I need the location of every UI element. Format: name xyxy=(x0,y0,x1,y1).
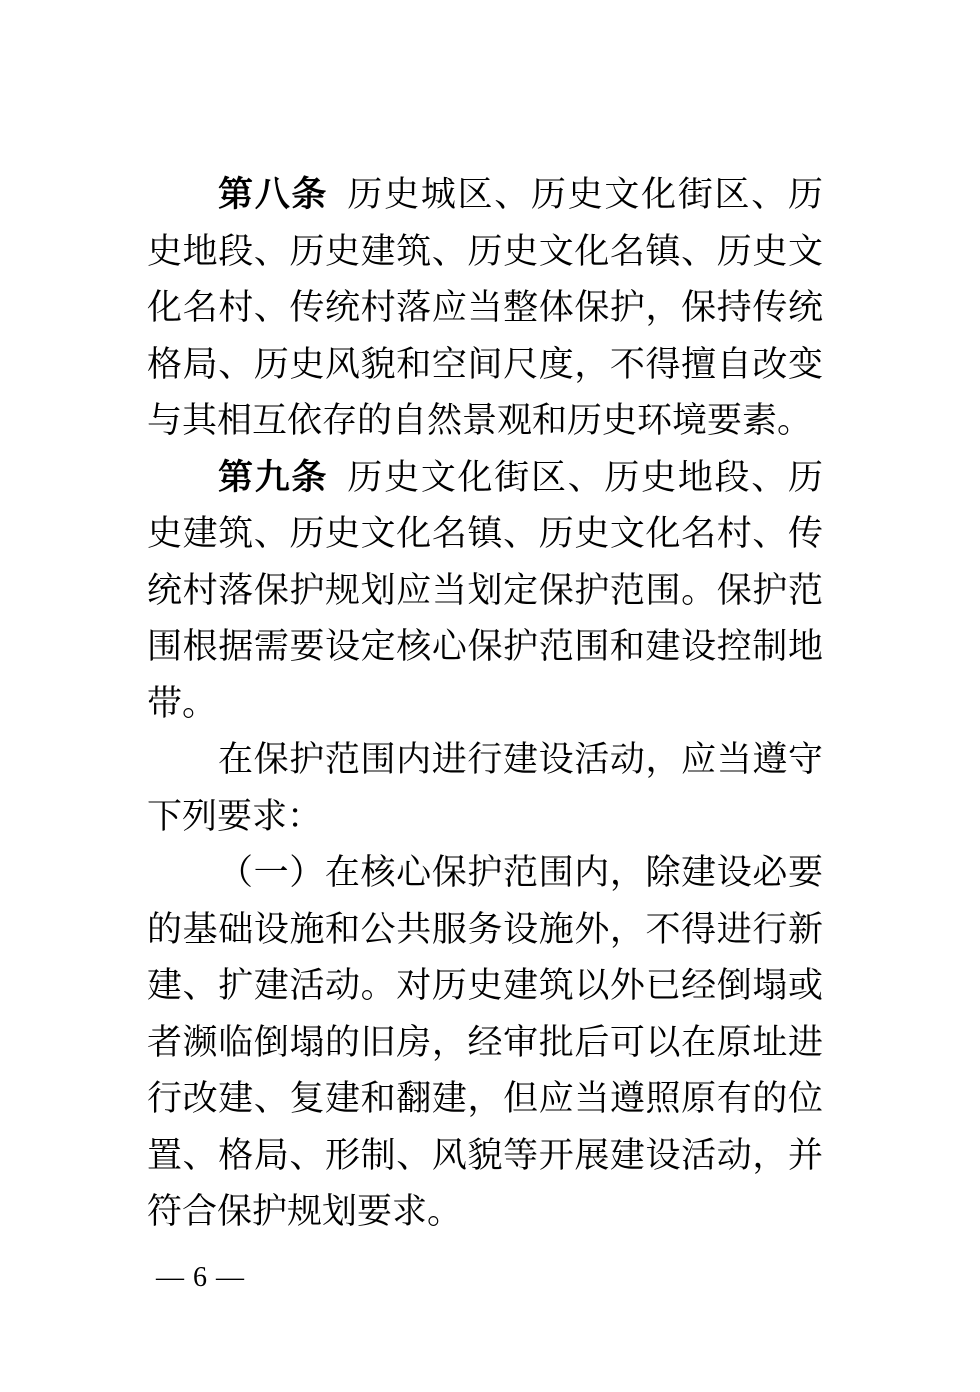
paragraph-requirement-item-1 xyxy=(147,845,823,1241)
paragraph-article-8 xyxy=(147,167,823,450)
document-body xyxy=(147,167,823,1241)
page-number: — 6 — xyxy=(156,1262,245,1293)
article-8-text: 历史城区、历史文化街区、历史地段、历史建筑、历史文化名镇、历史文化名村、传统村落应当整体保护，保持传统格局、历史风貌和空间尺度，不得擅自改变与其相互依存的自然景观和历史环境要素。 xyxy=(147,175,823,440)
paragraph-construction-requirements-intro xyxy=(147,732,823,845)
requirement-item-1-text: （一）在核心保护范围内，除建设必要的基础设施和公共服务设施外，不得进行新建、扩建活动。对历史建筑以外已经倒塌或者濒临倒塌的旧房，经审批后可以在原址进行改建、复建和翻建，但应当遵照原有的位置、格局、形制、风貌等开展建设活动，并符合保护规划要求。 xyxy=(147,853,823,1231)
construction-requirements-intro-text: 在保护范围内进行建设活动，应当遵守下列要求： xyxy=(147,740,823,836)
article-9-label: 第九条 xyxy=(218,457,329,497)
article-9-text: 历史文化街区、历史地段、历史建筑、历史文化名镇、历史文化名村、传统村落保护规划应当划定保护范围。保护范围根据需要设定核心保护范围和建设控制地带。 xyxy=(147,457,823,723)
paragraph-article-9 xyxy=(147,450,823,733)
article-8-label: 第八条 xyxy=(218,175,329,214)
